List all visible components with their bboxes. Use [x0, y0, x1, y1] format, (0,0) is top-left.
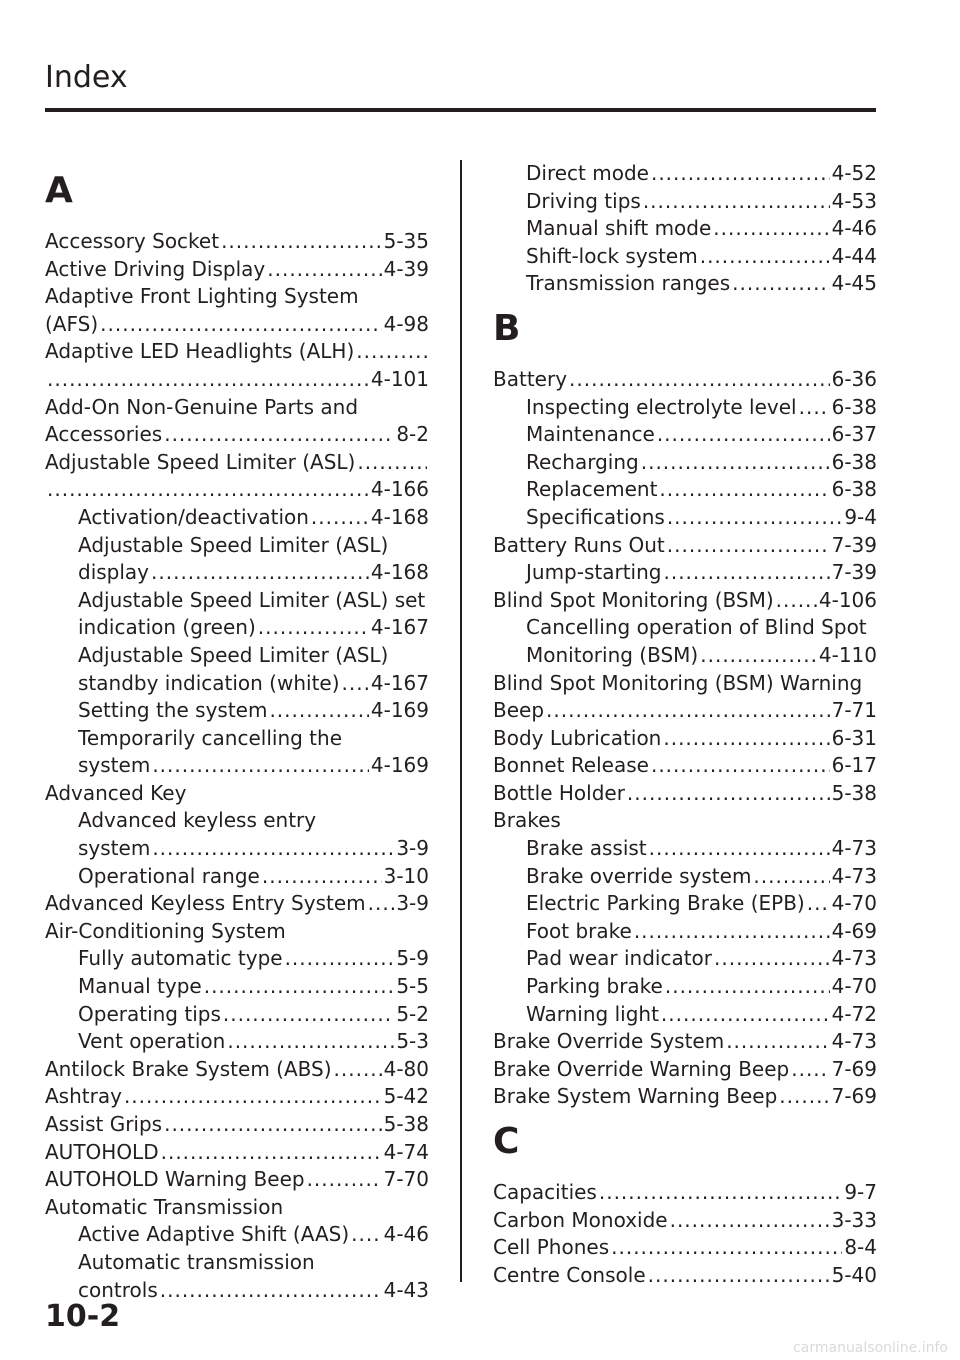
entry-text: Active Adaptive Shift (AAS) — [78, 1222, 350, 1247]
entry-text: Beep — [493, 698, 545, 723]
entry-text: indication (green) — [78, 615, 256, 640]
dot-leader — [151, 559, 369, 587]
page-reference: 5-3 — [396, 1029, 429, 1054]
page-reference: 4-167 — [370, 670, 429, 695]
index-entry — [45, 311, 429, 339]
dot-leader — [368, 890, 395, 918]
page-reference: 7-70 — [383, 1167, 429, 1192]
entry-text: Add-On Non-Genuine Parts and — [45, 394, 359, 419]
page-reference: 4-168 — [370, 560, 429, 585]
index-entry — [45, 256, 429, 284]
entry-text: Antilock Brake System (ABS) — [45, 1056, 332, 1081]
entry-text: Brake Override Warning Beep — [493, 1056, 790, 1081]
dot-leader — [651, 752, 830, 780]
dot-leader — [627, 780, 830, 808]
page-reference: 4-110 — [818, 642, 877, 667]
index-subentry — [493, 270, 877, 298]
page-reference: 4-80 — [383, 1056, 429, 1081]
page-reference: 5-40 — [831, 1262, 877, 1287]
index-subentry — [493, 476, 877, 504]
entry-text: Bottle Holder — [493, 780, 625, 805]
dot-leader — [351, 1221, 381, 1249]
dot-leader — [164, 1111, 382, 1139]
index-entry — [45, 394, 429, 422]
dot-leader — [657, 421, 830, 449]
page-reference: 4-168 — [370, 504, 429, 529]
index-entry — [493, 1207, 877, 1235]
section-letter: C — [493, 1121, 520, 1162]
entry-text: Brake System Warning Beep — [493, 1084, 778, 1109]
dot-leader — [641, 449, 830, 477]
entry-text: Brake assist — [526, 836, 647, 861]
page-reference: 3-9 — [396, 836, 429, 861]
dot-leader — [161, 1139, 382, 1167]
index-entry — [45, 1139, 429, 1167]
index-subentry — [45, 945, 429, 973]
entry-text: Advanced Key — [45, 780, 187, 805]
dot-leader — [569, 366, 830, 394]
index-subentry — [45, 1249, 429, 1277]
index-entry — [45, 283, 429, 311]
page-reference: 3-10 — [383, 863, 429, 888]
index-entry — [493, 1262, 877, 1290]
page-reference: 4-70 — [831, 974, 877, 999]
dot-leader — [357, 449, 427, 477]
index-subentry — [45, 835, 429, 863]
dot-leader — [779, 1083, 829, 1111]
page-reference: 6-38 — [831, 394, 877, 419]
entry-text: Automatic Transmission — [45, 1194, 284, 1219]
index-entry — [493, 587, 877, 615]
entry-text: Battery Runs Out — [493, 532, 665, 557]
dot-leader — [221, 228, 382, 256]
entry-text: Adaptive LED Headlights (ALH) — [45, 339, 355, 364]
entry-text: Brakes — [493, 808, 561, 833]
page-reference: 4-101 — [370, 366, 429, 391]
entry-text: Blind Spot Monitoring (BSM) Warning — [493, 670, 863, 695]
page-reference: 4-73 — [831, 836, 877, 861]
index-subentry — [493, 559, 877, 587]
entry-text: Accessory Socket — [45, 229, 220, 253]
page-reference: 7-69 — [831, 1084, 877, 1109]
page-reference: 4-44 — [831, 243, 877, 268]
dot-leader — [100, 311, 381, 339]
index-subentry — [45, 532, 429, 560]
dot-leader — [262, 863, 382, 891]
page-reference: 7-71 — [831, 698, 877, 723]
page-reference: 9-7 — [844, 1180, 877, 1204]
entry-text: Driving tips — [526, 188, 641, 213]
entry-text: Temporarily cancelling the — [78, 725, 342, 750]
dot-leader — [667, 532, 830, 560]
entry-text: Replacement — [526, 477, 658, 502]
page-reference: 5-2 — [396, 1001, 429, 1026]
page-reference: 4-45 — [831, 271, 877, 296]
entry-text: Active Driving Display — [45, 256, 266, 281]
index-subentry — [493, 1001, 877, 1029]
index-entry — [493, 752, 877, 780]
index-entry — [45, 1166, 429, 1194]
entry-text: standby indication (white) — [78, 670, 340, 695]
dot-leader — [152, 835, 394, 863]
header-divider — [45, 108, 876, 112]
entry-text: Carbon Monoxide — [493, 1207, 668, 1232]
entry-text: Setting the system — [78, 698, 268, 723]
index-subentry — [493, 642, 877, 670]
dot-leader — [124, 1083, 382, 1111]
page-reference: 7-39 — [831, 560, 877, 585]
page-reference: 4-73 — [831, 863, 877, 888]
page-reference: 6-36 — [831, 366, 877, 391]
dot-leader — [285, 945, 395, 973]
page-reference: 4-43 — [383, 1277, 429, 1302]
index-entry — [493, 1083, 877, 1111]
entry-text: Adjustable Speed Limiter (ASL) — [78, 532, 389, 557]
dot-leader — [670, 1207, 830, 1235]
index-subentry — [45, 807, 429, 835]
entry-text: Adaptive Front Lighting System — [45, 284, 359, 309]
dot-leader — [611, 1234, 842, 1262]
index-subentry — [493, 421, 877, 449]
entry-text: Manual type — [78, 974, 202, 999]
index-entry — [45, 1056, 429, 1084]
entry-text: Advanced keyless entry — [78, 808, 317, 833]
dot-leader — [643, 188, 830, 216]
dot-leader — [269, 697, 368, 725]
entry-text: Battery — [493, 366, 568, 391]
page-reference: 5-42 — [383, 1084, 429, 1109]
dot-leader — [47, 366, 369, 394]
page-reference: 6-38 — [831, 449, 877, 474]
entry-text: system — [78, 836, 151, 861]
entry-text: Parking brake — [526, 974, 663, 999]
index-entry — [45, 421, 429, 449]
dot-leader — [713, 215, 829, 243]
entry-text: Warning light — [526, 1001, 659, 1026]
entry-text: Vent operation — [78, 1029, 226, 1054]
dot-leader — [599, 1179, 842, 1207]
index-entry — [493, 1234, 877, 1262]
index-entry — [493, 366, 877, 394]
page-reference: 5-5 — [396, 974, 429, 999]
entry-text: Foot brake — [526, 918, 632, 943]
dot-leader — [342, 670, 369, 698]
page-reference: 4-53 — [831, 188, 877, 213]
entry-text: Cancelling operation of Blind Spot — [526, 615, 867, 640]
entry-text: Accessories — [45, 422, 163, 447]
index-subentry — [45, 1028, 429, 1056]
index-subentry — [493, 863, 877, 891]
dot-leader — [334, 1056, 382, 1084]
index-subentry — [45, 1221, 429, 1249]
index-subentry — [493, 449, 877, 477]
dot-leader — [700, 642, 817, 670]
index-entry — [45, 366, 429, 394]
page-reference: 3-33 — [831, 1207, 877, 1232]
column-divider — [460, 160, 462, 1282]
index-entry — [45, 1111, 429, 1139]
dot-leader — [649, 835, 830, 863]
index-entry — [45, 449, 429, 477]
entry-text: Assist Grips — [45, 1112, 163, 1136]
entry-text: Adjustable Speed Limiter (ASL) — [45, 449, 356, 474]
index-subentry — [493, 835, 877, 863]
entry-text: Electric Parking Brake (EPB) — [526, 891, 805, 916]
dot-leader — [267, 256, 381, 284]
dot-leader — [663, 725, 829, 753]
index-subentry — [45, 1001, 429, 1029]
entry-text: display — [78, 560, 150, 585]
index-subentry — [493, 160, 877, 188]
index-subentry — [45, 697, 429, 725]
index-entry — [493, 1028, 877, 1056]
index-subentry — [493, 945, 877, 973]
dot-leader — [47, 476, 369, 504]
index-subentry — [45, 752, 429, 780]
entry-text: Blind Spot Monitoring (BSM) — [493, 587, 774, 612]
index-subentry — [493, 243, 877, 271]
dot-leader — [807, 890, 830, 918]
dot-leader — [726, 1028, 829, 1056]
page-reference: 4-73 — [831, 1029, 877, 1054]
entry-text: Adjustable Speed Limiter (ASL) — [78, 642, 389, 667]
index-entry — [45, 338, 429, 366]
page-reference: 8-2 — [396, 422, 429, 447]
index-entry — [45, 1083, 429, 1111]
index-entry — [493, 532, 877, 560]
dot-leader — [152, 752, 369, 780]
index-entry — [493, 670, 877, 698]
entry-text: Air-Conditioning System — [45, 918, 286, 943]
dot-leader — [223, 1001, 394, 1029]
entry-text: Bonnet Release — [493, 753, 649, 778]
index-entry — [493, 807, 877, 835]
entry-text: Manual shift mode — [526, 216, 712, 241]
dot-leader — [732, 270, 829, 298]
page-reference: 4-72 — [831, 1001, 877, 1026]
entry-text: Shift-lock system — [526, 243, 698, 268]
entry-text: Cell Phones — [493, 1235, 610, 1260]
dot-leader — [307, 1166, 382, 1194]
dot-leader — [204, 973, 395, 1001]
dot-leader — [714, 945, 830, 973]
entry-text: Body Lubrication — [493, 725, 662, 750]
page-reference: 4-46 — [831, 216, 877, 241]
dot-leader — [356, 338, 427, 366]
dot-leader — [665, 973, 830, 1001]
index-subentry — [45, 504, 429, 532]
entry-text: Monitoring (BSM) — [526, 642, 699, 667]
page-reference: 7-69 — [831, 1056, 877, 1081]
entry-text: Operational range — [78, 863, 260, 888]
dot-leader — [258, 614, 369, 642]
dot-leader — [648, 1262, 830, 1290]
page-reference: 5-9 — [396, 946, 429, 971]
page-reference: 4-52 — [831, 161, 877, 185]
entry-text: controls — [78, 1277, 158, 1302]
entry-text: Direct mode — [526, 161, 649, 185]
entry-text: Advanced Keyless Entry System — [45, 891, 366, 916]
index-entry — [493, 697, 877, 725]
page-reference: 4-169 — [370, 698, 429, 723]
index-entry — [45, 890, 429, 918]
page-reference: 6-37 — [831, 422, 877, 447]
page-reference: 4-74 — [383, 1139, 429, 1164]
dot-leader — [546, 697, 830, 725]
dot-leader — [227, 1028, 394, 1056]
page-reference: 8-4 — [844, 1235, 877, 1260]
index-subentry — [493, 918, 877, 946]
dot-leader — [663, 559, 829, 587]
entry-text: system — [78, 753, 151, 778]
entry-text: Ashtray — [45, 1084, 122, 1109]
page-reference: 9-4 — [844, 504, 877, 529]
page-reference: 4-73 — [831, 946, 877, 971]
page-reference: 4-39 — [383, 256, 429, 281]
index-subentry — [45, 670, 429, 698]
page-reference: 3-9 — [396, 891, 429, 916]
dot-leader — [160, 1277, 382, 1305]
page-reference: 5-35 — [383, 229, 429, 253]
page-title: Index — [45, 60, 128, 95]
entry-text: Brake override system — [526, 863, 752, 888]
dot-leader — [651, 160, 830, 188]
entry-text: AUTOHOLD — [45, 1139, 159, 1164]
entry-text: Capacities — [493, 1180, 597, 1204]
index-entry — [45, 918, 429, 946]
index-entry — [45, 476, 429, 504]
dot-leader — [659, 476, 829, 504]
index-entry — [493, 1179, 877, 1207]
index-entry — [493, 780, 877, 808]
index-entry — [45, 780, 429, 808]
page-reference: 4-98 — [383, 311, 429, 336]
entry-text: Jump-starting — [526, 560, 662, 585]
index-subentry — [493, 614, 877, 642]
page-number: 10-2 — [45, 1299, 121, 1334]
index-subentry — [493, 394, 877, 422]
entry-text: AUTOHOLD Warning Beep — [45, 1167, 305, 1192]
dot-leader — [799, 394, 830, 422]
dot-leader — [661, 1001, 830, 1029]
index-column-right — [493, 160, 877, 1289]
page-reference: 4-46 — [383, 1222, 429, 1247]
section-letter: A — [45, 170, 73, 211]
entry-text: Automatic transmission — [78, 1249, 315, 1274]
page-reference: 7-39 — [831, 532, 877, 557]
page-reference: 6-38 — [831, 477, 877, 502]
entry-text: Operating tips — [78, 1001, 221, 1026]
page-reference: 4-106 — [818, 587, 877, 612]
index-subentry — [493, 215, 877, 243]
page-reference: 4-169 — [370, 753, 429, 778]
page-reference: 4-167 — [370, 615, 429, 640]
entry-text: Adjustable Speed Limiter (ASL) set — [78, 587, 426, 612]
index-subentry — [45, 642, 429, 670]
entry-text: Pad wear indicator — [526, 946, 713, 971]
dot-leader — [776, 587, 817, 615]
index-subentry — [45, 614, 429, 642]
dot-leader — [164, 421, 394, 449]
index-entry — [45, 228, 429, 256]
index-entry — [493, 1056, 877, 1084]
index-subentry — [493, 973, 877, 1001]
page-reference: 6-17 — [831, 753, 877, 778]
entry-text: Recharging — [526, 449, 639, 474]
section-letter: B — [493, 307, 521, 349]
dot-leader — [791, 1056, 829, 1084]
index-subentry — [45, 973, 429, 1001]
dot-leader — [753, 863, 829, 891]
page-reference: 5-38 — [831, 780, 877, 805]
index-subentry — [493, 504, 877, 532]
entry-text: Specifications — [526, 504, 665, 529]
entry-text: (AFS) — [45, 311, 99, 336]
dot-leader — [634, 918, 830, 946]
index-subentry — [45, 725, 429, 753]
page-reference: 4-69 — [831, 918, 877, 943]
dot-leader — [311, 504, 369, 532]
dot-leader — [700, 243, 830, 271]
index-entry — [493, 725, 877, 753]
index-subentry — [45, 587, 429, 615]
page-reference: 6-31 — [831, 725, 877, 750]
page-reference: 4-166 — [370, 477, 429, 502]
page-reference: 5-38 — [383, 1112, 429, 1136]
index-column-left — [45, 160, 429, 1304]
entry-text: Inspecting electrolyte level — [526, 394, 797, 419]
entry-text: Brake Override System — [493, 1029, 725, 1054]
entry-text: Fully automatic type — [78, 946, 283, 971]
index-subentry — [493, 890, 877, 918]
entry-text: Activation/deactivation — [78, 504, 309, 529]
index-entry — [45, 1194, 429, 1222]
dot-leader — [667, 504, 843, 532]
index-subentry — [493, 188, 877, 216]
page-reference: 4-70 — [831, 891, 877, 916]
entry-text: Transmission ranges — [526, 271, 731, 296]
watermark: carmanualsonline.info — [793, 1340, 948, 1356]
index-subentry — [45, 863, 429, 891]
entry-text: Centre Console — [493, 1262, 646, 1287]
entry-text: Maintenance — [526, 422, 655, 447]
index-subentry — [45, 559, 429, 587]
